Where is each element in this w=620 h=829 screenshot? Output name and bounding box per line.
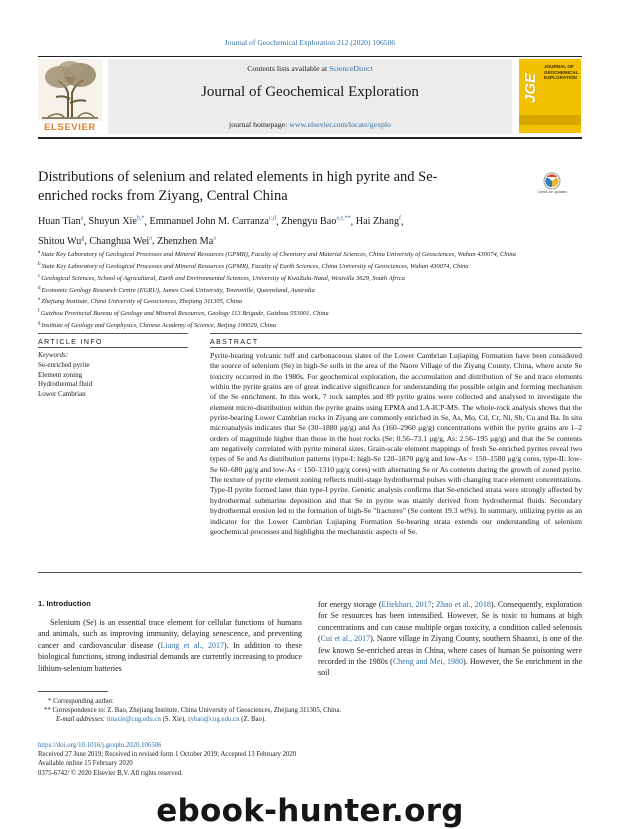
header-rule-bottom (38, 137, 582, 139)
affiliation-list (38, 248, 578, 331)
footnote-correspondence: ** Correspondence to: Z. Bao, Zhejiang Institute, China University of Geosciences, Zhejiang 311305, China. (44, 707, 342, 714)
author-list: Huan Tian$^a$, Shuyun Xie$^{b,*}$, Emmanuel John M. Carranza$^{c,d}$, Zhengyu Bao$^{a,e,**}$, Hai Zhang$^f$, Shitou Wu$^g$, Changhua Wei$^a$, Zhenzhen Ma$^a$ (38, 216, 404, 247)
header-rule-top (38, 56, 582, 57)
keyword: Lower Cambrian (38, 390, 86, 399)
abstract-rule (210, 333, 582, 334)
intro-column-left (38, 617, 302, 674)
affiliation: $^a$State Key Laboratory of Geological Processes and Mineral Resources (GPMR), Faculty of Chemistry and Material Sciences, China University of Geosciences, Wuhan 430074, China (38, 250, 516, 259)
author[interactable]: Shuyun Xie$^{b,*}$ (88, 216, 145, 228)
cover-abbrev: JGE (522, 72, 539, 103)
received-dates: Received 27 June 2019; Received in revised form 1 October 2019; Accepted 13 February 2020 (38, 751, 297, 759)
author[interactable]: Shitou Wu$^g$ (38, 235, 85, 247)
citation-link[interactable]: Zhao et al., 2018 (436, 600, 491, 609)
abstract-heading: ABSTRACT (210, 339, 259, 346)
journal-cover (519, 59, 581, 133)
citation-link[interactable]: Cui et al., 2017 (320, 634, 371, 644)
homepage-prefix: journal homepage: (229, 120, 290, 129)
intro-paragraph-right: for energy storage (Eftekhari, 2017; Zhao et al., 2018). Consequently, exploration for Se resources has been intensified. However, Se is toxic to humans at high concentrations and can cause multiple organ toxicity, a condition called selenosis (Cui et al., 2017). Naore village in Ziyang County, southern Shaanxi, is one of the few known Se-enriched areas in China, where cases of human Se poisoning were recorded in the 1980s (Cheng and Mei, 1980). However, the Se enrichment in the soil (318, 600, 583, 678)
homepage-link[interactable]: www.elsevier.com/locate/gexplo (289, 120, 391, 129)
article-info-rule (38, 333, 188, 334)
footnote-emails: E-mail addresses: tinaxie@cug.edu.cn (S. Xie), zybao@cug.edu.cn (Z. Bao). (56, 716, 266, 723)
citation-link[interactable]: Liang et al., 2017 (160, 640, 225, 650)
doi-link[interactable]: https://doi.org/10.1016/j.gexplo.2020.106506 (38, 742, 162, 749)
check-updates-icon (537, 172, 567, 190)
keywords-title: Keywords: (38, 351, 69, 359)
contents-line (108, 64, 512, 73)
abstract-text: Pyrite-bearing volcanic tuff and carbonaceous slates of the Lower Cambrian Lujiaping Formation have been considered the source of selenium (Se) in high-Se soils in the area of the Naore Village of the Ziyang County, China, where acute Se toxicity occurred in the 1980s. For geochemical exploration, the accumulation and distribution of Se and trace elements within the pyrite grains are of great indicative significance for understanding the possible origin and forming mechanism of the Se enrichment. In this work, 7 rock samples and 89 pyrite grains were collected and analysed to investigate the element micro-distribution within the pyrite grains using EPMA and LA-ICP-MS. The whole-rock analysis shows that the pyrite-bearing Lower Cambrian rocks in Ziyang are commonly enriched in Se, As, Mo, Cd, Cr, Ni, Sb, Cu and Ba. In situ microanalysis indicates that Se (30–1880 μg/g) and As (160–2960 μg/g) concentrations within the pyrite grains are 1–2 orders of magnitude higher than those in the host rocks (Se: 0.56–73.1 μg/g, As: 2.56–195 μg/g) and that the Se contents are negatively correlated with pyrite mineral sizes. Grain-scale element mappings of fresh Se-enriched pyrites reveal two types of Se and As distribution patterns (type-I: high-Se 120–1870 μg/g and low-As < 150–1580 μg/g cores, type-II: low-Se 60–680 μg/g and low-As < 150–1310 μg/g cores) with alternating Se or As contents during the growth of zoned pyrite. The texture of pyrite element zoning reflects multi-stage hydrothermal pulses with changing trace element concentrations. Type-II pyrite formed later than type-I pyrite. Genetic analysis confirms that Se-enriched strata were strongly affected by hydrothermal submarine deposition and that Se in pyrite was mainly derived from hydrothermal fluids. Secondary hydrothermal erosion led to the formation of high-Se "fractures" (Se content 19.3 wt%). In summary, utilizing pyrite as an indicator for the Lower Cambrian Lujiaping Formation Se-bearing strata extends our understanding of selenium geochemical processes and highlights the mechanistic aspects of Se. (210, 351, 582, 536)
citation-link[interactable]: Cheng and Mei, 1980 (392, 657, 463, 667)
intro-paragraph-left: Selenium (Se) is an essential trace element for cellular functions of humans and animals, such as improving immunity, delaying senescence, and preventing cancer and cardiovascular disease (Liang et al., 2017). In addition to these biological functions, strong industrial demands are currently increasing to produce lithium-selenium batteries (38, 618, 302, 673)
sciencedirect-link[interactable]: ScienceDirect (329, 64, 373, 73)
watermark: ebook-hunter.org (156, 793, 464, 829)
article-title: Distributions of selenium and related elements in high pyrite and Se-enriched rocks from Ziyang, Central China (38, 169, 438, 204)
article-info-rule-2 (38, 347, 188, 348)
affiliation: $^d$Economic Geology Research Centre (EGRU), James Cook University, Townsville, Queensland, Australia (38, 285, 315, 294)
footnotes (38, 697, 582, 724)
author[interactable]: Zhenzhen Ma$^a$ (156, 235, 216, 247)
check-for-updates-badge[interactable] (537, 172, 567, 202)
publication-info (38, 741, 582, 778)
journal-homepage (108, 120, 512, 129)
author[interactable]: Emmanuel John M. Carranza$^{c,d}$ (149, 216, 277, 228)
article-info-heading: ARTICLE INFO (38, 339, 103, 346)
affiliation: $^e$Zhejiang Institute, China University of Geosciences, Zhejiang 311305, China (38, 297, 243, 306)
journal-title: Journal of Geochemical Exploration (201, 84, 419, 100)
abstract-rule-2 (210, 347, 582, 348)
author[interactable]: Changhua Wei$^a$ (89, 235, 152, 247)
copyright: 0375-6742/ © 2020 Elsevier B.V. All rights reserved. (38, 769, 183, 777)
affiliation: $^b$State Key Laboratory of Geological Processes and Mineral Resources (GPMR), Faculty of Earth Sciences, China University of Geosciences, Wuhan 430074, China (38, 261, 469, 271)
publisher-name: ELSEVIER (44, 122, 96, 133)
cover-title: JOURNAL OF GEOCHEMICAL EXPLORATION (544, 64, 579, 80)
abstract-end-rule (38, 572, 582, 573)
affiliation: $^c$Geological Sciences, School of Agricultural, Earth and Environmental Sciences, University of KwaZulu-Natal, Westville 3629, South Africa (38, 273, 405, 282)
cover-band (519, 115, 581, 125)
intro-column-right (318, 599, 582, 679)
author[interactable]: Zhengyu Bao$^{a,e,**}$ (281, 216, 351, 228)
journal-citation[interactable]: Journal of Geochemical Exploration 212 (2020) 106506 (224, 38, 396, 47)
keyword: Hydrothermal fluid (38, 380, 93, 389)
check-updates-label: Check for updates (537, 190, 567, 194)
author[interactable]: Huan Tian$^a$ (38, 216, 84, 228)
online-date: Available online 15 February 2020 (38, 760, 133, 768)
keyword: Se-enriched pyrite (38, 360, 90, 369)
contents-prefix: Contents lists available at (247, 64, 330, 73)
elsevier-logo (38, 59, 102, 133)
affiliation: $^f$Guizhou Provincial Bureau of Geology and Mineral Resources, Geology 113 Brigade, Guizhou 553001, China (38, 309, 329, 318)
email-link[interactable]: zybao@cug.edu.cn (187, 716, 240, 723)
citation-link[interactable]: Eftekhari, 2017 (381, 600, 432, 609)
footnote-corresponding: * Corresponding author. (48, 698, 114, 705)
affiliation: $^g$Institute of Geology and Geophysics, Chinese Academy of Science, Beijing 100029, China (38, 321, 277, 330)
email-link[interactable]: tinaxie@cug.edu.cn (106, 716, 161, 723)
tree-icon (38, 59, 102, 121)
section-title: 1. Introduction (38, 599, 91, 608)
keywords-block (38, 351, 188, 400)
author[interactable]: Hai Zhang$^f$ (355, 216, 402, 228)
keyword: Element zoning (38, 370, 83, 379)
footnote-rule (38, 691, 108, 692)
